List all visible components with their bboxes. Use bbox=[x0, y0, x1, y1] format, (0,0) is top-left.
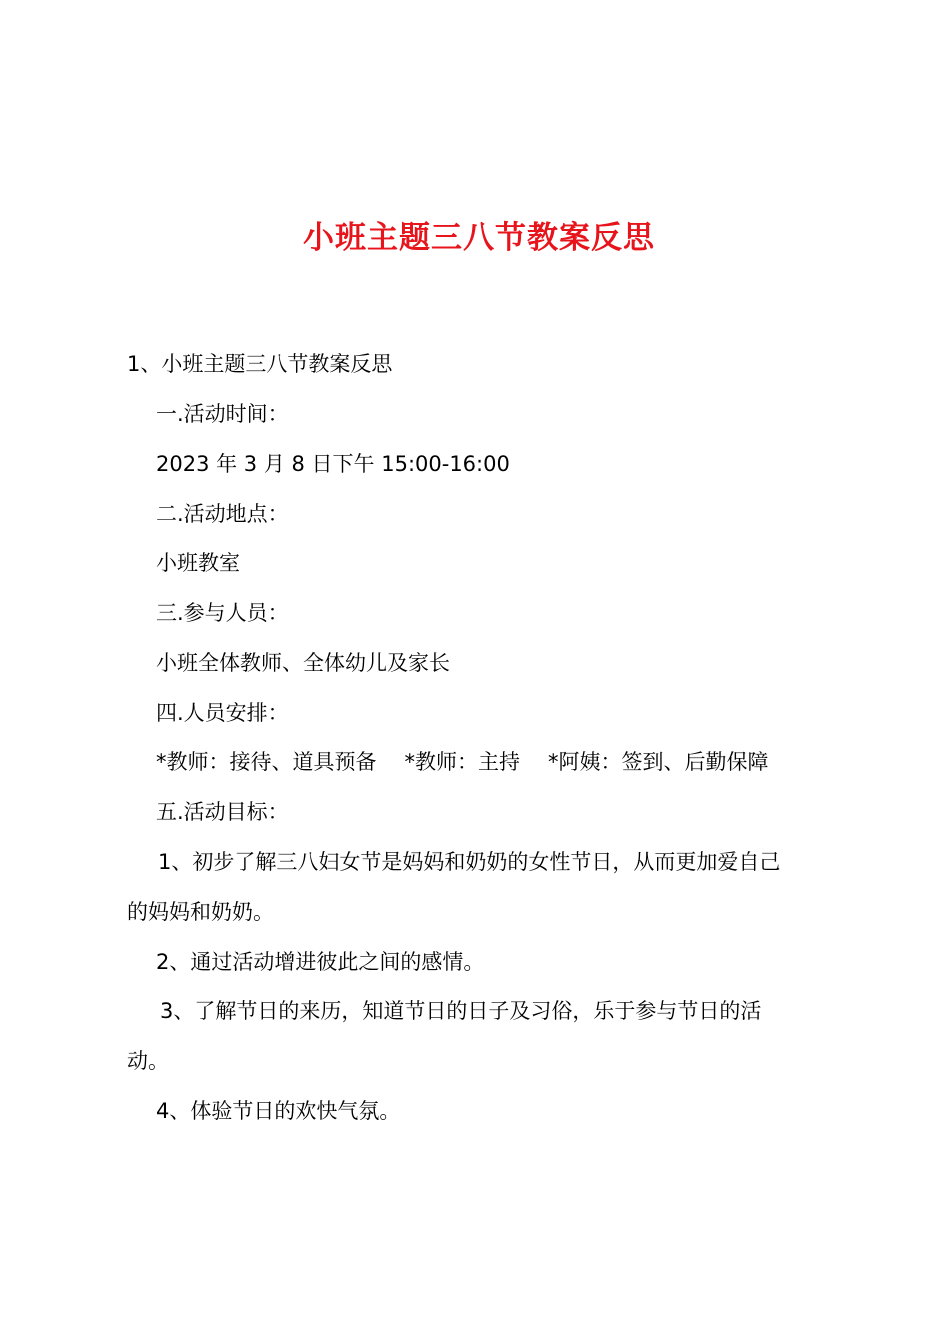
arrangement-item: *教师：接待、道具预备 bbox=[156, 750, 377, 774]
goal-2: 2、通过活动增进彼此之间的感情。 bbox=[156, 950, 485, 974]
arrangement-label: 四.人员安排： bbox=[156, 701, 289, 725]
goal-3-line-1: 3、了解节日的来历，知道节日的日子及习俗，乐于参与节日的活 bbox=[160, 999, 762, 1023]
arrangement-item: *教师：主持 bbox=[404, 750, 520, 774]
document-title: 小班主题三八节教案反思 bbox=[303, 220, 655, 256]
participants-label: 三.参与人员： bbox=[156, 601, 289, 625]
time-value: 2023 年 3 月 8 日下午 15:00-16:00 bbox=[156, 452, 510, 476]
goal-1-line-1: 1、初步了解三八妇女节是妈妈和奶奶的女性节日，从而更加爱自己 bbox=[158, 850, 781, 874]
place-value: 小班教室 bbox=[156, 551, 240, 575]
goals-label: 五.活动目标： bbox=[156, 800, 289, 824]
time-label: 一.活动时间： bbox=[156, 402, 289, 426]
arrangement-list bbox=[156, 748, 769, 776]
goal-1-line-2: 的妈妈和奶奶。 bbox=[127, 900, 274, 924]
section-heading: 1、小班主题三八节教案反思 bbox=[127, 352, 393, 376]
goal-3-line-2: 动。 bbox=[127, 1049, 169, 1073]
goal-4: 4、体验节日的欢快气氛。 bbox=[156, 1099, 401, 1123]
place-label: 二.活动地点： bbox=[156, 502, 289, 526]
arrangement-item: *阿姨：签到、后勤保障 bbox=[548, 750, 769, 774]
participants-value: 小班全体教师、全体幼儿及家长 bbox=[156, 651, 450, 675]
